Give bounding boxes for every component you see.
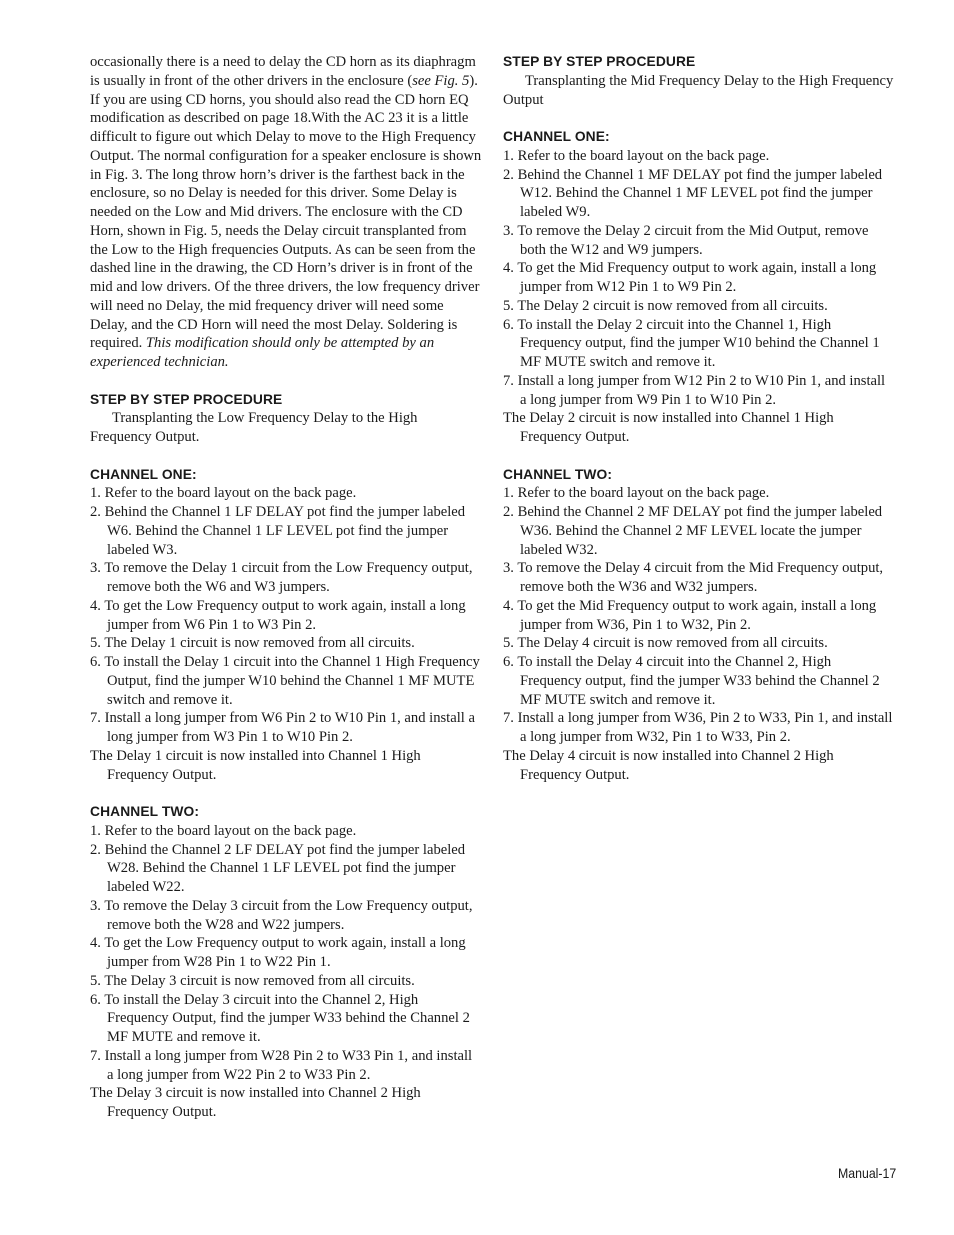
step: 3. To remove the Delay 4 circuit from the Mid Frequency output, remove both the W36 and W32 jumpers. (503, 560, 884, 595)
channel-one-closing: The Delay 2 circuit is now installed into Channel 1 High Frequency Output. (503, 410, 834, 445)
channel-two-closing: The Delay 4 circuit is now installed into Channel 2 High Frequency Output. (503, 747, 834, 783)
channel-one-steps (90, 484, 482, 747)
step: 6. To install the Delay 2 circuit into the Channel 1, High Frequency output, find the jumper W10 behind the Channel 1 MF MUTE switch and remove it. (503, 316, 880, 370)
intro-paragraph (90, 53, 482, 372)
fig-reference: see Fig. 5 (412, 72, 470, 89)
page-number: Manual-17 (838, 1165, 897, 1181)
procedure-subtitle: Transplanting the Mid Frequency Delay to the High Frequency Output (503, 72, 894, 108)
step: 1. Refer to the board layout on the back page. (90, 485, 357, 502)
procedure-subtitle: Transplanting the Low Frequency Delay to the High Frequency Output. (90, 410, 418, 445)
step: 2. Behind the Channel 1 MF DELAY pot find the jumper labeled W12. Behind the Channel 1 MF LEVEL pot find the jumper labeled W9. (503, 166, 883, 220)
step: 4. To get the Low Frequency output to work again, install a long jumper from W28 Pin 1 to W22 Pin 1. (90, 935, 466, 970)
technician-warning: This modification should only be attempted by an experienced technician. (90, 335, 435, 370)
channel-two-heading: CHANNEL TWO: (90, 804, 200, 819)
step: 7. Install a long jumper from W12 Pin 2 to W10 Pin 1, and install a long jumper from W9 Pin 1 to W10 Pin 2. (503, 372, 886, 408)
step: 6. To install the Delay 4 circuit into the Channel 2, High Frequency output, find the jumper W33 behind the Channel 2 MF MUTE switch and remove it. (503, 654, 880, 708)
procedure-heading: STEP BY STEP PROCEDURE (503, 54, 696, 69)
step: 2. Behind the Channel 2 MF DELAY pot find the jumper labeled W36. Behind the Channel 2 MF LEVEL locate the jumper labeled W32. (503, 504, 883, 558)
step: 1. Refer to the board layout on the back page. (503, 147, 770, 164)
step: 1. Refer to the board layout on the back page. (90, 822, 357, 839)
step: 7. Install a long jumper from W28 Pin 2 to W33 Pin 1, and install a long jumper from W22 Pin 2 to W33 Pin 2. (90, 1047, 473, 1083)
step: 7. Install a long jumper from W6 Pin 2 to W10 Pin 1, and install a long jumper from W3 Pin 1 to W10 Pin 2. (90, 710, 475, 745)
step: 4. To get the Mid Frequency output to work again, install a long jumper from W36, Pin 1 to W32, Pin 2. (503, 597, 877, 633)
channel-one-heading: CHANNEL ONE: (90, 466, 197, 482)
step: 5. The Delay 4 circuit is now removed from all circuits. (503, 635, 828, 652)
channel-two-closing: The Delay 3 circuit is now installed into Channel 2 High Frequency Output. (90, 1085, 421, 1120)
step: 1. Refer to the board layout on the back page. (503, 485, 770, 502)
step: 2. Behind the Channel 1 LF DELAY pot find the jumper labeled W6. Behind the Channel 1 LF LEVEL pot find the jumper labeled W3. (90, 504, 466, 558)
intro-text-2: ). If you are using CD horns, you should also read the CD horn EQ modification as described on page 18.With the AC 23 it is a little difficult to figure out which Delay to move to the High Frequency Output. The normal configuration for a speaker enclosure is shown in Fig. 3. The long throw horn’s driver is the farthest back in the enclosure, so no Delay is needed for this driver. Some Delay is needed on the Low and Mid drivers. The enclosure with the CD Horn, shown in Fig. 5, needs the Delay circuit transplanted from the Low to the High frequencies Outputs. As can be seen from the dashed line in the drawing, the CD Horn’s driver is in front of the mid and low drivers. Of the three drivers, the low frequency driver will need no Delay, the mid frequency driver will need some Delay, and the CD Horn will need the most Delay. Soldering is required. (90, 72, 482, 352)
channel-one-heading: CHANNEL ONE: (503, 129, 610, 144)
step: 4. To get the Low Frequency output to work again, install a long jumper from W6 Pin 1 to W3 Pin 2. (90, 597, 466, 633)
channel-one-steps (503, 147, 895, 410)
step: 2. Behind the Channel 2 LF DELAY pot find the jumper labeled W28. Behind the Channel 1 LF LEVEL pot find the jumper labeled W22. (90, 841, 466, 895)
right-column (503, 53, 895, 784)
step: 7. Install a long jumper from W36, Pin 2 to W33, Pin 1, and install a long jumper from W32, Pin 1 to W33, Pin 2. (503, 710, 893, 745)
step: 5. The Delay 3 circuit is now removed from all circuits. (90, 972, 415, 989)
procedure-heading: STEP BY STEP PROCEDURE (90, 391, 283, 407)
step: 6. To install the Delay 1 circuit into the Channel 1 High Frequency Output, find the jumper W10 behind the Channel 1 MF MUTE switch and remove it. (90, 654, 480, 708)
step: 3. To remove the Delay 2 circuit from the Mid Output, remove both the W12 and W9 jumpers. (503, 222, 869, 258)
step: 3. To remove the Delay 3 circuit from the Low Frequency output, remove both the W28 and W22 jumpers. (90, 897, 473, 933)
intro-text-1: occasionally there is a need to delay the CD horn as its diaphragm is usually in front of the other drivers in the enclosure ( (90, 54, 476, 89)
channel-two-heading: CHANNEL TWO: (503, 466, 613, 482)
channel-one-closing: The Delay 1 circuit is now installed into Channel 1 High Frequency Output. (90, 747, 421, 783)
step: 3. To remove the Delay 1 circuit from the Low Frequency output, remove both the W6 and W3 jumpers. (90, 560, 473, 595)
step: 5. The Delay 1 circuit is now removed from all circuits. (90, 635, 415, 652)
channel-two-steps (503, 484, 895, 747)
step: 6. To install the Delay 3 circuit into the Channel 2, High Frequency Output, find the jumper W33 behind the Channel 2 MF MUTE and remove it. (90, 991, 470, 1045)
step: 4. To get the Mid Frequency output to work again, install a long jumper from W12 Pin 1 to W9 Pin 2. (503, 260, 877, 295)
channel-two-steps (90, 822, 482, 1085)
left-column (90, 53, 482, 1122)
step: 5. The Delay 2 circuit is now removed from all circuits. (503, 297, 828, 314)
